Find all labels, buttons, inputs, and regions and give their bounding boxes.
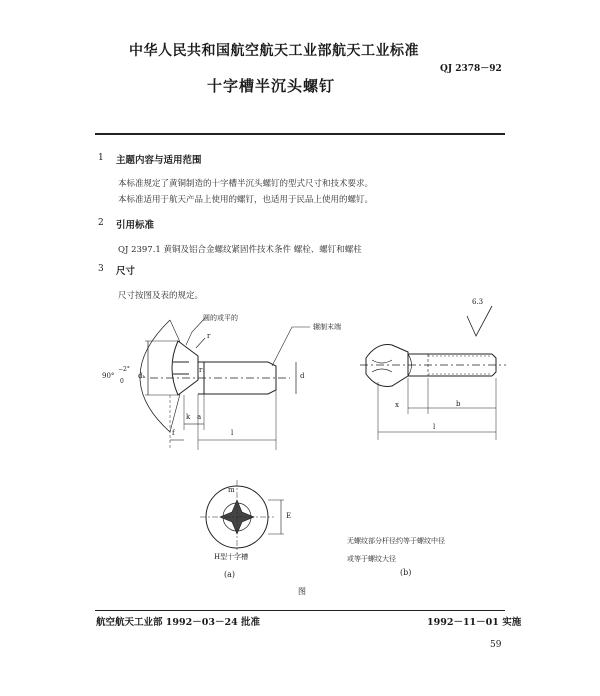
- label-rolled-end: 辗制末端: [313, 323, 341, 331]
- screw-head-b: [366, 345, 408, 387]
- thread-end-leader: [272, 327, 310, 366]
- standard-code: QJ 2378－92: [440, 64, 502, 74]
- cross-recess-a: [173, 362, 189, 374]
- roughness-symbol: [467, 306, 492, 336]
- note-line-2: 或等于螺纹大径: [347, 555, 396, 563]
- screw-head-a: [172, 341, 198, 395]
- label-k: k: [186, 413, 191, 421]
- caption-b: (b): [400, 568, 412, 577]
- label-rf: r₁: [199, 366, 206, 374]
- page-number: 59: [490, 640, 502, 650]
- label-angle: 90°: [102, 372, 115, 380]
- footer-rule: [95, 610, 505, 611]
- label-roughness: 6.3: [472, 298, 484, 306]
- note-line-1: 无螺纹部分杆径约等于螺纹中径: [347, 537, 445, 545]
- label-e: E: [286, 512, 292, 520]
- label-dk: dₖ: [138, 372, 146, 380]
- section-1-number: 1: [98, 153, 104, 163]
- label-x: x: [395, 401, 399, 409]
- approval-date: 航空航天工业部 1992－03－24 批准: [96, 617, 260, 628]
- section-1-paragraph-1: 本标准规定了黄铜制造的十字槽半沉头螺钉的型式尺寸和技术要求。: [118, 179, 374, 189]
- figure-caption: 图: [298, 587, 306, 596]
- screw-view-b: [360, 306, 506, 440]
- section-1-title: 主题内容与适用范围: [116, 155, 202, 166]
- section-3-number: 3: [98, 264, 104, 274]
- label-angle-tol-upper: −2°: [118, 366, 130, 373]
- r-leader: [196, 338, 205, 348]
- label-l-a: l: [231, 429, 234, 437]
- label-a: a: [197, 413, 202, 421]
- caption-cross-recess: H型十字槽: [214, 553, 249, 561]
- implementation-date: 1992－11－01 实施: [427, 617, 522, 628]
- section-1-paragraph-2: 本标准适用于航天产品上使用的螺钉，也适用于民品上使用的螺钉。: [118, 195, 374, 205]
- section-2-paragraph-1: QJ 2397.1 黄铜及铝合金螺纹紧固件技术条件 螺栓、螺钉和螺柱: [118, 245, 362, 255]
- section-2-title: 引用标准: [116, 220, 155, 231]
- label-b: b: [456, 400, 461, 408]
- caption-a: (a): [224, 570, 236, 579]
- document-title: 十字槽半沉头螺钉: [207, 77, 336, 95]
- cross-recess-view: [200, 480, 284, 554]
- label-d: d: [300, 372, 305, 380]
- label-rounded-or-flat: 圆的或平的: [203, 314, 238, 322]
- label-f: f: [172, 429, 175, 437]
- section-2-number: 2: [98, 218, 104, 228]
- label-l-b: l: [433, 423, 436, 431]
- screw-view-a: [140, 318, 310, 450]
- label-r: r: [207, 332, 211, 340]
- standard-title: 中华人民共和国航空航天工业部航天工业标准: [129, 43, 419, 59]
- label-m: m: [228, 486, 235, 494]
- section-3-paragraph-1: 尺寸按图及表的规定。: [118, 291, 204, 301]
- section-3-title: 尺寸: [116, 266, 136, 277]
- label-angle-tol-lower: 0: [120, 378, 124, 385]
